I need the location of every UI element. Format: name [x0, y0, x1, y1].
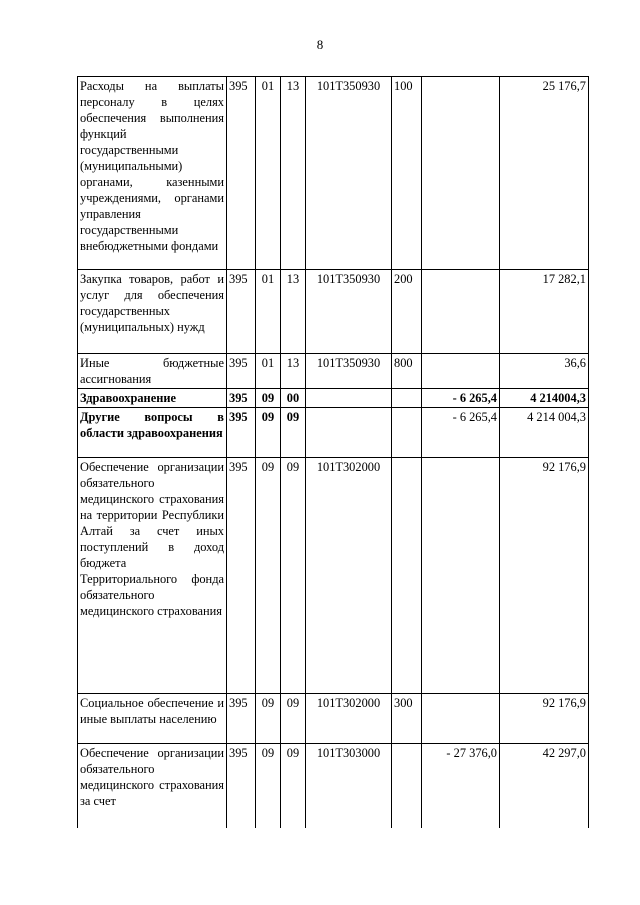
row-name: Здравоохранение: [78, 389, 227, 408]
section-code: 09: [256, 744, 281, 828]
ministry-code: 395: [227, 408, 256, 458]
section-code: 09: [256, 458, 281, 694]
target-code: 101Т302000: [306, 694, 392, 744]
change-amount: [422, 77, 500, 270]
change-amount: - 6 265,4: [422, 389, 500, 408]
ministry-code: 395: [227, 77, 256, 270]
target-code: 101Т302000: [306, 458, 392, 694]
section-code: 01: [256, 270, 281, 354]
subsection-code: 09: [281, 694, 306, 744]
expense-type-code: 100: [392, 77, 422, 270]
change-amount: [422, 458, 500, 694]
subsection-code: 13: [281, 77, 306, 270]
total-amount: 36,6: [500, 354, 589, 389]
page-number: 8: [316, 37, 324, 52]
subsection-code: 00: [281, 389, 306, 408]
row-name: Расходы на выплаты персоналу в целях обеспечения выполнения функций государственными (муниципальными) органами, казенными учреждениями, органами управления государственными внебюджетными фондами: [78, 77, 227, 270]
target-code: 101Т350930: [306, 77, 392, 270]
total-amount: 92 176,9: [500, 458, 589, 694]
section-code: 01: [256, 354, 281, 389]
expense-type-code: 300: [392, 694, 422, 744]
total-amount: 4 214 004,3: [500, 408, 589, 458]
expense-type-code: [392, 408, 422, 458]
target-code: [306, 389, 392, 408]
row-name: Иные бюджетные ассигнования: [78, 354, 227, 389]
ministry-code: 395: [227, 694, 256, 744]
subsection-code: 09: [281, 458, 306, 694]
total-amount: 25 176,7: [500, 77, 589, 270]
total-amount: 92 176,9: [500, 694, 589, 744]
change-amount: [422, 354, 500, 389]
table-row: [78, 354, 589, 389]
expense-type-code: [392, 744, 422, 828]
table-row: [78, 744, 589, 828]
table-row: [78, 77, 589, 270]
table-row: [78, 408, 589, 458]
target-code: 101Т350930: [306, 354, 392, 389]
expense-type-code: [392, 389, 422, 408]
change-amount: [422, 694, 500, 744]
subsection-code: 13: [281, 354, 306, 389]
table-row: [78, 694, 589, 744]
total-amount: 42 297,0: [500, 744, 589, 828]
ministry-code: 395: [227, 354, 256, 389]
table-row: [78, 389, 589, 408]
section-code: 09: [256, 389, 281, 408]
expense-type-code: 800: [392, 354, 422, 389]
table-row: [78, 270, 589, 354]
row-name: Закупка товаров, работ и услуг для обеспечения государственных (муниципальных) нужд: [78, 270, 227, 354]
row-name: Обеспечение организации обязательного медицинского страхования за счет: [78, 744, 227, 828]
change-amount: [422, 270, 500, 354]
ministry-code: 395: [227, 270, 256, 354]
row-name: Социальное обеспечение и иные выплаты населению: [78, 694, 227, 744]
target-code: [306, 408, 392, 458]
target-code: 101Т303000: [306, 744, 392, 828]
section-code: 09: [256, 408, 281, 458]
section-code: 09: [256, 694, 281, 744]
row-name: Другие вопросы в области здравоохранения: [78, 408, 227, 458]
total-amount: 17 282,1: [500, 270, 589, 354]
budget-table: [77, 76, 589, 828]
table-row: [78, 458, 589, 694]
subsection-code: 13: [281, 270, 306, 354]
total-amount: 4 214004,3: [500, 389, 589, 408]
target-code: 101Т350930: [306, 270, 392, 354]
subsection-code: 09: [281, 408, 306, 458]
ministry-code: 395: [227, 744, 256, 828]
expense-type-code: 200: [392, 270, 422, 354]
ministry-code: 395: [227, 389, 256, 408]
change-amount: - 27 376,0: [422, 744, 500, 828]
ministry-code: 395: [227, 458, 256, 694]
change-amount: - 6 265,4: [422, 408, 500, 458]
row-name: Обеспечение организации обязательного медицинского страхования на территории Республики Алтай за счет иных поступлений в доход бюджета Территориального фонда обязательного медицинского страхования: [78, 458, 227, 694]
subsection-code: 09: [281, 744, 306, 828]
expense-type-code: [392, 458, 422, 694]
section-code: 01: [256, 77, 281, 270]
